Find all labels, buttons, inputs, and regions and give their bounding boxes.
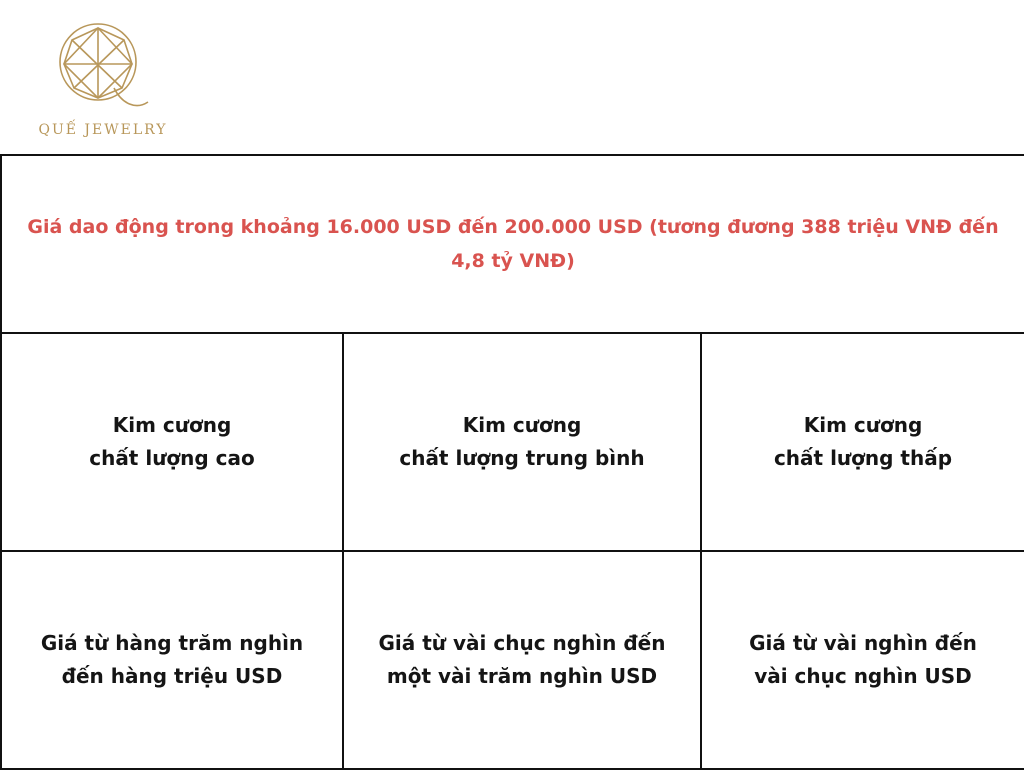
price-range-text: Giá dao động trong khoảng 16.000 USD đến 200.000 USD (tương đương 388 triệu VNĐ đến 4,8 tỷ VNĐ) <box>27 216 999 272</box>
category-quality: chất lượng trung bình <box>399 446 645 470</box>
brand-name: QUẾ JEWELRY <box>38 122 168 138</box>
diamond-q-monogram-icon <box>52 18 152 118</box>
price-line: Giá từ vài chục nghìn đến <box>378 631 666 655</box>
price-line: Giá từ vài nghìn đến <box>749 631 977 655</box>
price-line: Giá từ hàng trăm nghìn <box>40 631 304 655</box>
category-label: Kim cương <box>462 413 582 437</box>
price-cell-medium <box>344 552 702 768</box>
category-cell-low <box>702 334 1024 550</box>
category-label: Kim cương <box>803 413 923 437</box>
price-row <box>2 552 1024 768</box>
price-line: vài chục nghìn USD <box>754 664 972 688</box>
category-label: Kim cương <box>112 413 232 437</box>
price-line: đến hàng triệu USD <box>61 664 283 688</box>
price-cell-low <box>702 552 1024 768</box>
category-cell-medium <box>344 334 702 550</box>
category-quality: chất lượng cao <box>89 446 255 470</box>
price-table <box>0 154 1024 770</box>
category-cell-high <box>2 334 344 550</box>
price-cell-high <box>2 552 344 768</box>
header-cell <box>2 156 1024 334</box>
category-row <box>2 334 1024 552</box>
category-quality: chất lượng thấp <box>773 446 953 470</box>
price-line: một vài trăm nghìn USD <box>386 664 658 688</box>
brand-logo <box>18 18 188 148</box>
